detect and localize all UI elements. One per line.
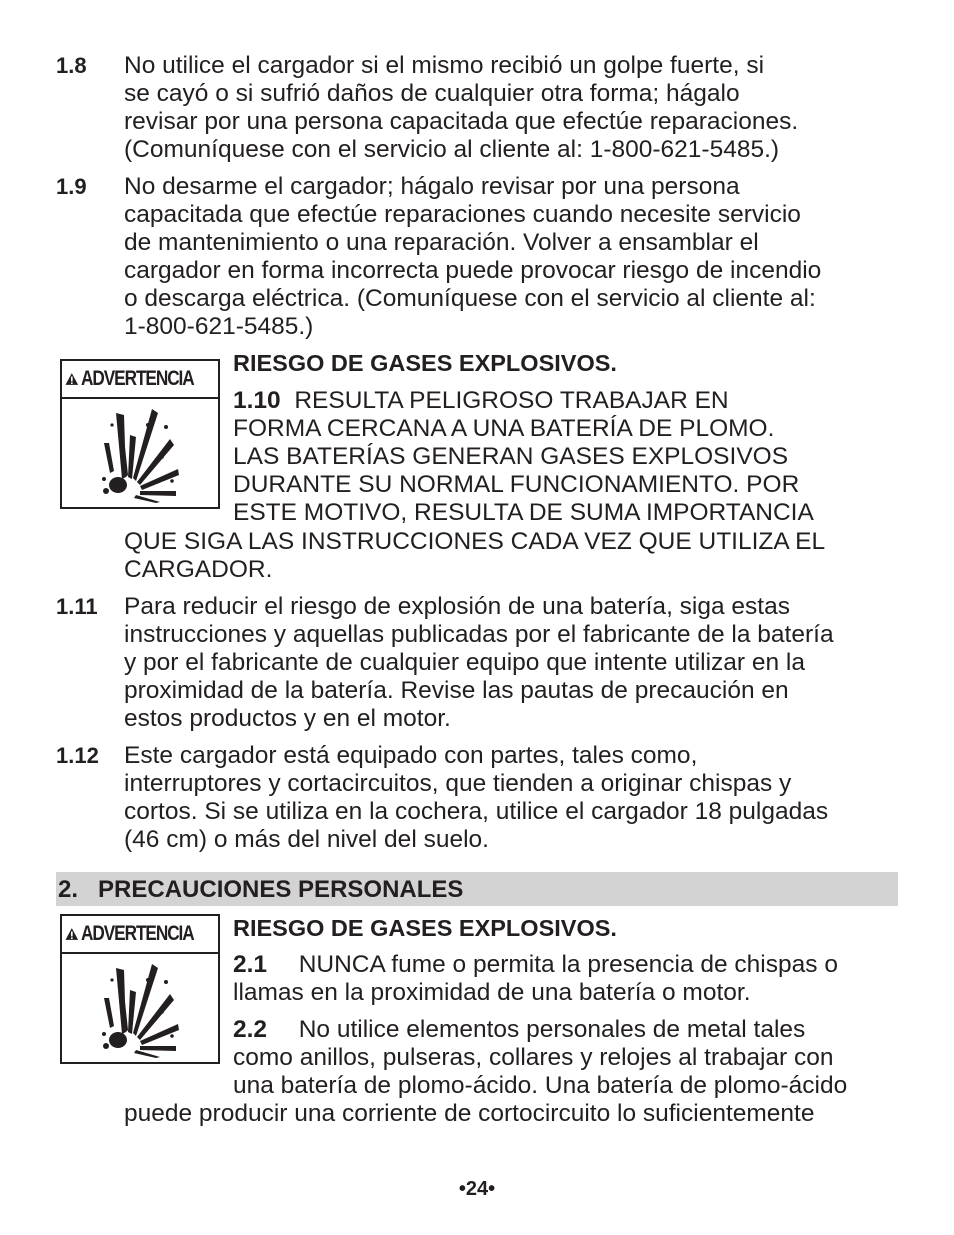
- text-line: una batería de plomo-ácido. Una batería de plomo-ácido: [233, 1072, 848, 1099]
- text-line: interruptores y cortacircuitos, que tienden a originar chispas y: [124, 770, 792, 797]
- text-line: RESULTA PELIGROSO TRABAJAR EN: [294, 387, 729, 414]
- text-line: capacitada que efectúe reparaciones cuando necesite servicio: [124, 201, 801, 228]
- section-number-1-12: 1.12: [56, 743, 99, 768]
- warning-triangle-icon: [65, 366, 79, 392]
- text-line: cargador en forma incorrecta puede provocar riesgo de incendio: [124, 257, 822, 284]
- warning-label-text: ADVERTENCIA: [80, 367, 194, 390]
- warning-heading: RIESGO DE GASES EXPLOSIVOS.: [233, 915, 617, 941]
- text-line: (Comuníquese con el servicio al cliente al: 1-800-621-5485.): [124, 136, 780, 163]
- text-line: llamas en la proximidad de una batería o motor.: [233, 979, 751, 1006]
- section-number-1-8: 1.8: [56, 53, 87, 78]
- text-line: No desarme el cargador; hágalo revisar por una persona: [124, 173, 740, 200]
- warning-paragraph-1-10: [233, 387, 729, 415]
- text-line: NUNCA fume o permita la presencia de chispas o: [298, 951, 838, 978]
- section-number-1-10: 1.10: [233, 387, 281, 414]
- warning-paragraph-2-1: [233, 951, 838, 979]
- section-number-1-9: 1.9: [56, 174, 87, 199]
- text-line: No utilice el cargador si el mismo recibió un golpe fuerte, si: [124, 52, 765, 79]
- section-number-1-11: 1.11: [56, 594, 98, 619]
- text-line: Este cargador está equipado con partes, tales como,: [124, 742, 698, 769]
- explosion-icon: [100, 960, 182, 1058]
- text-line: instrucciones y aquellas publicadas por el fabricante de la batería: [124, 621, 834, 648]
- text-line: CARGADOR.: [124, 556, 273, 583]
- warning-caption: [62, 916, 218, 954]
- warning-paragraph-2-2: [233, 1016, 805, 1044]
- warning-caption: [62, 361, 218, 399]
- text-line: No utilice elementos personales de metal tales: [298, 1016, 806, 1043]
- text-line: revisar por una persona capacitada que efectúe reparaciones.: [124, 108, 799, 135]
- text-line: proximidad de la batería. Revise las pautas de precaución en: [124, 677, 789, 704]
- text-line: 1-800-621-5485.): [124, 313, 314, 340]
- text-line: se cayó o si sufrió daños de cualquier otra forma; hágalo: [124, 80, 740, 107]
- text-line: (46 cm) o más del nivel del suelo.: [124, 826, 489, 853]
- warning-label-text: ADVERTENCIA: [80, 922, 194, 945]
- warning-label-box: [60, 359, 220, 509]
- section-title: 2. PRECAUCIONES PERSONALES: [58, 876, 464, 903]
- text-line: puede producir una corriente de cortocircuito lo suficientemente: [124, 1100, 815, 1127]
- text-line: FORMA CERCANA A UNA BATERÍA DE PLOMO.: [233, 415, 775, 442]
- text-line: cortos. Si se utiliza en la cochera, utilice el cargador 18 pulgadas: [124, 798, 829, 825]
- text-line: de mantenimiento o una reparación. Volver a ensamblar el: [124, 229, 759, 256]
- text-line: ESTE MOTIVO, RESULTA DE SUMA IMPORTANCIA: [233, 499, 814, 526]
- text-line: y por el fabricante de cualquier equipo que intente utilizar en la: [124, 649, 805, 676]
- text-line: o descarga eléctrica. (Comuníquese con el servicio al cliente al:: [124, 285, 816, 312]
- section-number-2-1: 2.1: [233, 951, 268, 978]
- text-line: QUE SIGA LAS INSTRUCCIONES CADA VEZ QUE UTILIZA EL: [124, 528, 826, 555]
- text-line: DURANTE SU NORMAL FUNCIONAMIENTO. POR: [233, 471, 800, 498]
- text-line: como anillos, pulseras, collares y relojes al trabajar con: [233, 1044, 834, 1071]
- warning-heading: RIESGO DE GASES EXPLOSIVOS.: [233, 350, 617, 376]
- section-number-2-2: 2.2: [233, 1016, 268, 1043]
- explosion-icon: [100, 405, 182, 503]
- text-line: Para reducir el riesgo de explosión de una batería, siga estas: [124, 593, 790, 620]
- page-number: •24•: [458, 1178, 496, 1200]
- warning-label-box: [60, 914, 220, 1064]
- warning-triangle-icon: [65, 921, 79, 947]
- text-line: estos productos y en el motor.: [124, 705, 451, 732]
- text-line: LAS BATERÍAS GENERAN GASES EXPLOSIVOS: [233, 443, 789, 470]
